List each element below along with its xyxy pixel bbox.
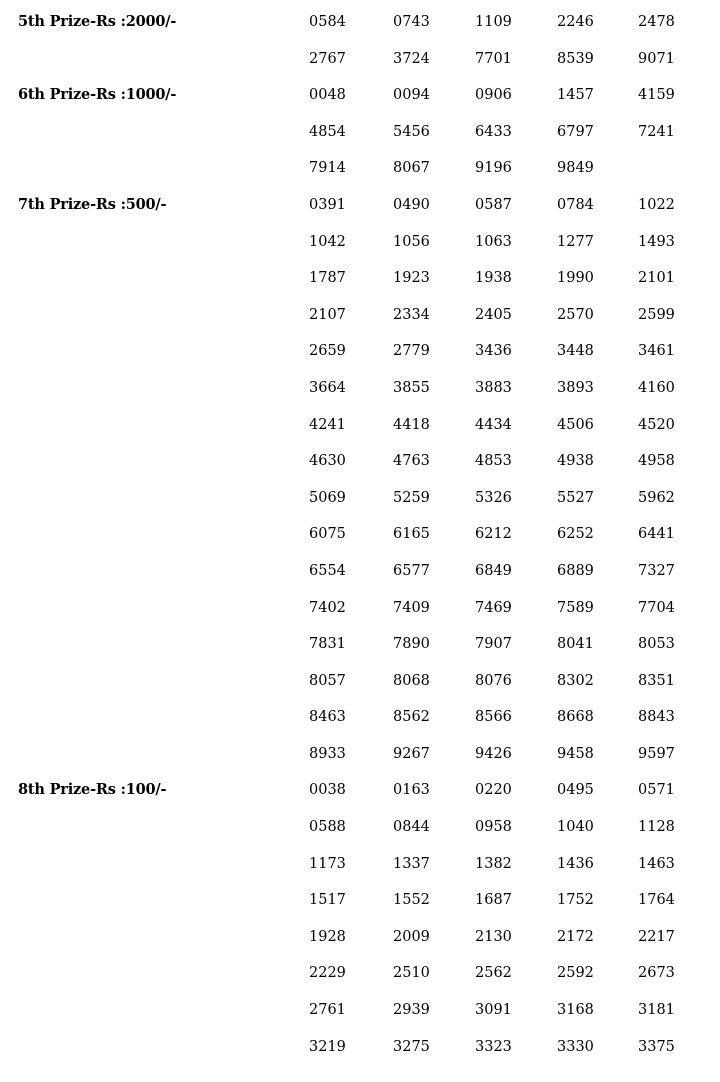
winning-number: 7327 xyxy=(638,562,675,579)
winning-number: 8068 xyxy=(393,672,430,689)
winning-number: 0784 xyxy=(557,196,594,213)
winning-number: 3883 xyxy=(475,379,512,396)
winning-number: 0490 xyxy=(393,196,430,213)
winning-number: 9458 xyxy=(557,745,594,762)
winning-number: 4853 xyxy=(475,453,512,470)
winning-number: 1928 xyxy=(309,928,346,945)
result-row xyxy=(0,553,720,590)
winning-number: 3375 xyxy=(638,1038,675,1055)
winning-number: 3181 xyxy=(638,1002,675,1019)
winning-number: 4854 xyxy=(309,123,346,140)
winning-number: 9849 xyxy=(557,160,594,177)
winning-number: 8566 xyxy=(475,709,512,726)
result-row xyxy=(0,480,720,517)
winning-number: 5069 xyxy=(309,489,346,506)
winning-number: 0220 xyxy=(475,782,512,799)
result-row xyxy=(0,955,720,992)
result-row xyxy=(0,663,720,700)
winning-number: 9597 xyxy=(638,745,675,762)
prize-results-table xyxy=(0,4,720,1065)
winning-number: 3436 xyxy=(475,343,512,360)
winning-number: 9071 xyxy=(638,50,675,67)
winning-number: 1938 xyxy=(475,270,512,287)
winning-number: 4763 xyxy=(393,453,430,470)
winning-number: 8933 xyxy=(309,745,346,762)
winning-number: 1552 xyxy=(393,892,430,909)
result-row xyxy=(0,4,720,41)
winning-number: 1277 xyxy=(557,233,594,250)
result-row xyxy=(0,407,720,444)
winning-number: 0571 xyxy=(638,782,675,799)
winning-number: 1040 xyxy=(557,819,594,836)
winning-number: 8041 xyxy=(557,636,594,653)
result-row xyxy=(0,150,720,187)
winning-number: 8057 xyxy=(309,672,346,689)
winning-number: 7907 xyxy=(475,636,512,653)
result-row xyxy=(0,260,720,297)
winning-number: 3275 xyxy=(393,1038,430,1055)
winning-number: 2592 xyxy=(557,965,594,982)
winning-number: 1687 xyxy=(475,892,512,909)
winning-number: 5326 xyxy=(475,489,512,506)
winning-number: 6212 xyxy=(475,526,512,543)
result-row xyxy=(0,590,720,627)
winning-number: 1109 xyxy=(475,14,512,30)
winning-number: 3330 xyxy=(557,1038,594,1055)
winning-number: 4434 xyxy=(475,416,512,433)
winning-number: 1063 xyxy=(475,233,512,250)
winning-number: 3168 xyxy=(557,1002,594,1019)
result-row xyxy=(0,41,720,78)
winning-number: 4630 xyxy=(309,453,346,470)
winning-number: 6433 xyxy=(475,123,512,140)
winning-number: 2659 xyxy=(309,343,346,360)
winning-number: 8668 xyxy=(557,709,594,726)
result-row xyxy=(0,736,720,773)
winning-number: 0906 xyxy=(475,87,512,104)
winning-number: 1517 xyxy=(309,892,346,909)
winning-number: 3893 xyxy=(557,379,594,396)
winning-number: 1923 xyxy=(393,270,430,287)
winning-number: 2779 xyxy=(393,343,430,360)
winning-number: 2217 xyxy=(638,928,675,945)
winning-number: 2510 xyxy=(393,965,430,982)
winning-number: 1764 xyxy=(638,892,675,909)
winning-number: 0094 xyxy=(393,87,430,104)
winning-number: 8076 xyxy=(475,672,512,689)
winning-number: 5962 xyxy=(638,489,675,506)
winning-number: 2673 xyxy=(638,965,675,982)
winning-number: 4241 xyxy=(309,416,346,433)
winning-number: 0958 xyxy=(475,819,512,836)
winning-number: 5527 xyxy=(557,489,594,506)
winning-number: 7402 xyxy=(309,599,346,616)
winning-number: 1042 xyxy=(309,233,346,250)
winning-number: 1463 xyxy=(638,855,675,872)
winning-number: 2562 xyxy=(475,965,512,982)
winning-number: 3664 xyxy=(309,379,346,396)
result-row xyxy=(0,919,720,956)
winning-number: 4520 xyxy=(638,416,675,433)
winning-number: 7469 xyxy=(475,599,512,616)
winning-number: 1382 xyxy=(475,855,512,872)
winning-number: 4418 xyxy=(393,416,430,433)
result-row xyxy=(0,772,720,809)
winning-number: 1337 xyxy=(393,855,430,872)
winning-number: 7701 xyxy=(475,50,512,67)
winning-number: 6849 xyxy=(475,562,512,579)
winning-number: 2246 xyxy=(557,14,594,30)
result-row xyxy=(0,846,720,883)
result-row xyxy=(0,516,720,553)
prize-label: 5th Prize-Rs :2000/- xyxy=(18,13,177,30)
winning-number: 7914 xyxy=(309,160,346,177)
result-row xyxy=(0,809,720,846)
result-row xyxy=(0,77,720,114)
result-row xyxy=(0,699,720,736)
winning-number: 1056 xyxy=(393,233,430,250)
result-row xyxy=(0,370,720,407)
winning-number: 2478 xyxy=(638,14,675,30)
winning-number: 3091 xyxy=(475,1002,512,1019)
result-row xyxy=(0,992,720,1029)
winning-number: 7409 xyxy=(393,599,430,616)
winning-number: 3855 xyxy=(393,379,430,396)
prize-label: 8th Prize-Rs :100/- xyxy=(18,781,167,799)
winning-number: 6577 xyxy=(393,562,430,579)
winning-number: 7589 xyxy=(557,599,594,616)
result-row xyxy=(0,626,720,663)
winning-number: 0588 xyxy=(309,819,346,836)
winning-number: 1022 xyxy=(638,196,675,213)
result-row xyxy=(0,297,720,334)
prize-label: 7th Prize-Rs :500/- xyxy=(18,195,167,213)
winning-number: 2405 xyxy=(475,306,512,323)
winning-number: 4159 xyxy=(638,87,675,104)
winning-number: 2334 xyxy=(393,306,430,323)
winning-number: 0584 xyxy=(309,14,346,30)
winning-number: 6889 xyxy=(557,562,594,579)
winning-number: 4160 xyxy=(638,379,675,396)
winning-number: 2939 xyxy=(393,1002,430,1019)
result-row xyxy=(0,187,720,224)
result-row xyxy=(0,114,720,151)
winning-number: 9196 xyxy=(475,160,512,177)
winning-number: 6441 xyxy=(638,526,675,543)
winning-number: 7890 xyxy=(393,636,430,653)
winning-number: 2009 xyxy=(393,928,430,945)
winning-number: 5259 xyxy=(393,489,430,506)
winning-number: 1752 xyxy=(557,892,594,909)
winning-number: 9267 xyxy=(393,745,430,762)
winning-number: 6252 xyxy=(557,526,594,543)
winning-number: 6075 xyxy=(309,526,346,543)
winning-number: 8562 xyxy=(393,709,430,726)
winning-number: 1457 xyxy=(557,87,594,104)
winning-number: 2107 xyxy=(309,306,346,323)
winning-number: 6797 xyxy=(557,123,594,140)
winning-number: 1436 xyxy=(557,855,594,872)
winning-number: 3219 xyxy=(309,1038,346,1055)
winning-number: 0844 xyxy=(393,819,430,836)
winning-number: 6554 xyxy=(309,562,346,579)
winning-number: 4938 xyxy=(557,453,594,470)
winning-number: 8463 xyxy=(309,709,346,726)
result-row xyxy=(0,1029,720,1066)
winning-number: 2172 xyxy=(557,928,594,945)
winning-number: 8843 xyxy=(638,709,675,726)
winning-number: 8067 xyxy=(393,160,430,177)
winning-number: 3724 xyxy=(393,50,430,67)
winning-number: 2229 xyxy=(309,965,346,982)
result-row xyxy=(0,882,720,919)
winning-number: 3323 xyxy=(475,1038,512,1055)
winning-number: 4958 xyxy=(638,453,675,470)
winning-number: 1173 xyxy=(309,855,346,872)
winning-number: 1128 xyxy=(638,819,675,836)
prize-label: 6th Prize-Rs :1000/- xyxy=(18,86,177,104)
winning-number: 0743 xyxy=(393,14,430,30)
winning-number: 2101 xyxy=(638,270,675,287)
winning-number: 7831 xyxy=(309,636,346,653)
winning-number: 7241 xyxy=(638,123,675,140)
result-row xyxy=(0,443,720,480)
winning-number: 0391 xyxy=(309,196,346,213)
winning-number: 0495 xyxy=(557,782,594,799)
winning-number: 8351 xyxy=(638,672,675,689)
winning-number: 2761 xyxy=(309,1002,346,1019)
winning-number: 2599 xyxy=(638,306,675,323)
winning-number: 1787 xyxy=(309,270,346,287)
winning-number: 8302 xyxy=(557,672,594,689)
winning-number: 3461 xyxy=(638,343,675,360)
winning-number: 2130 xyxy=(475,928,512,945)
winning-number: 4506 xyxy=(557,416,594,433)
winning-number: 2570 xyxy=(557,306,594,323)
winning-number: 9426 xyxy=(475,745,512,762)
winning-number: 0587 xyxy=(475,196,512,213)
winning-number: 1493 xyxy=(638,233,675,250)
winning-number: 5456 xyxy=(393,123,430,140)
result-row xyxy=(0,333,720,370)
winning-number: 6165 xyxy=(393,526,430,543)
winning-number: 1990 xyxy=(557,270,594,287)
winning-number: 2767 xyxy=(309,50,346,67)
winning-number: 0038 xyxy=(309,782,346,799)
winning-number: 0163 xyxy=(393,782,430,799)
winning-number: 0048 xyxy=(309,87,346,104)
winning-number: 8539 xyxy=(557,50,594,67)
winning-number: 7704 xyxy=(638,599,675,616)
result-row xyxy=(0,224,720,261)
winning-number: 3448 xyxy=(557,343,594,360)
winning-number: 8053 xyxy=(638,636,675,653)
